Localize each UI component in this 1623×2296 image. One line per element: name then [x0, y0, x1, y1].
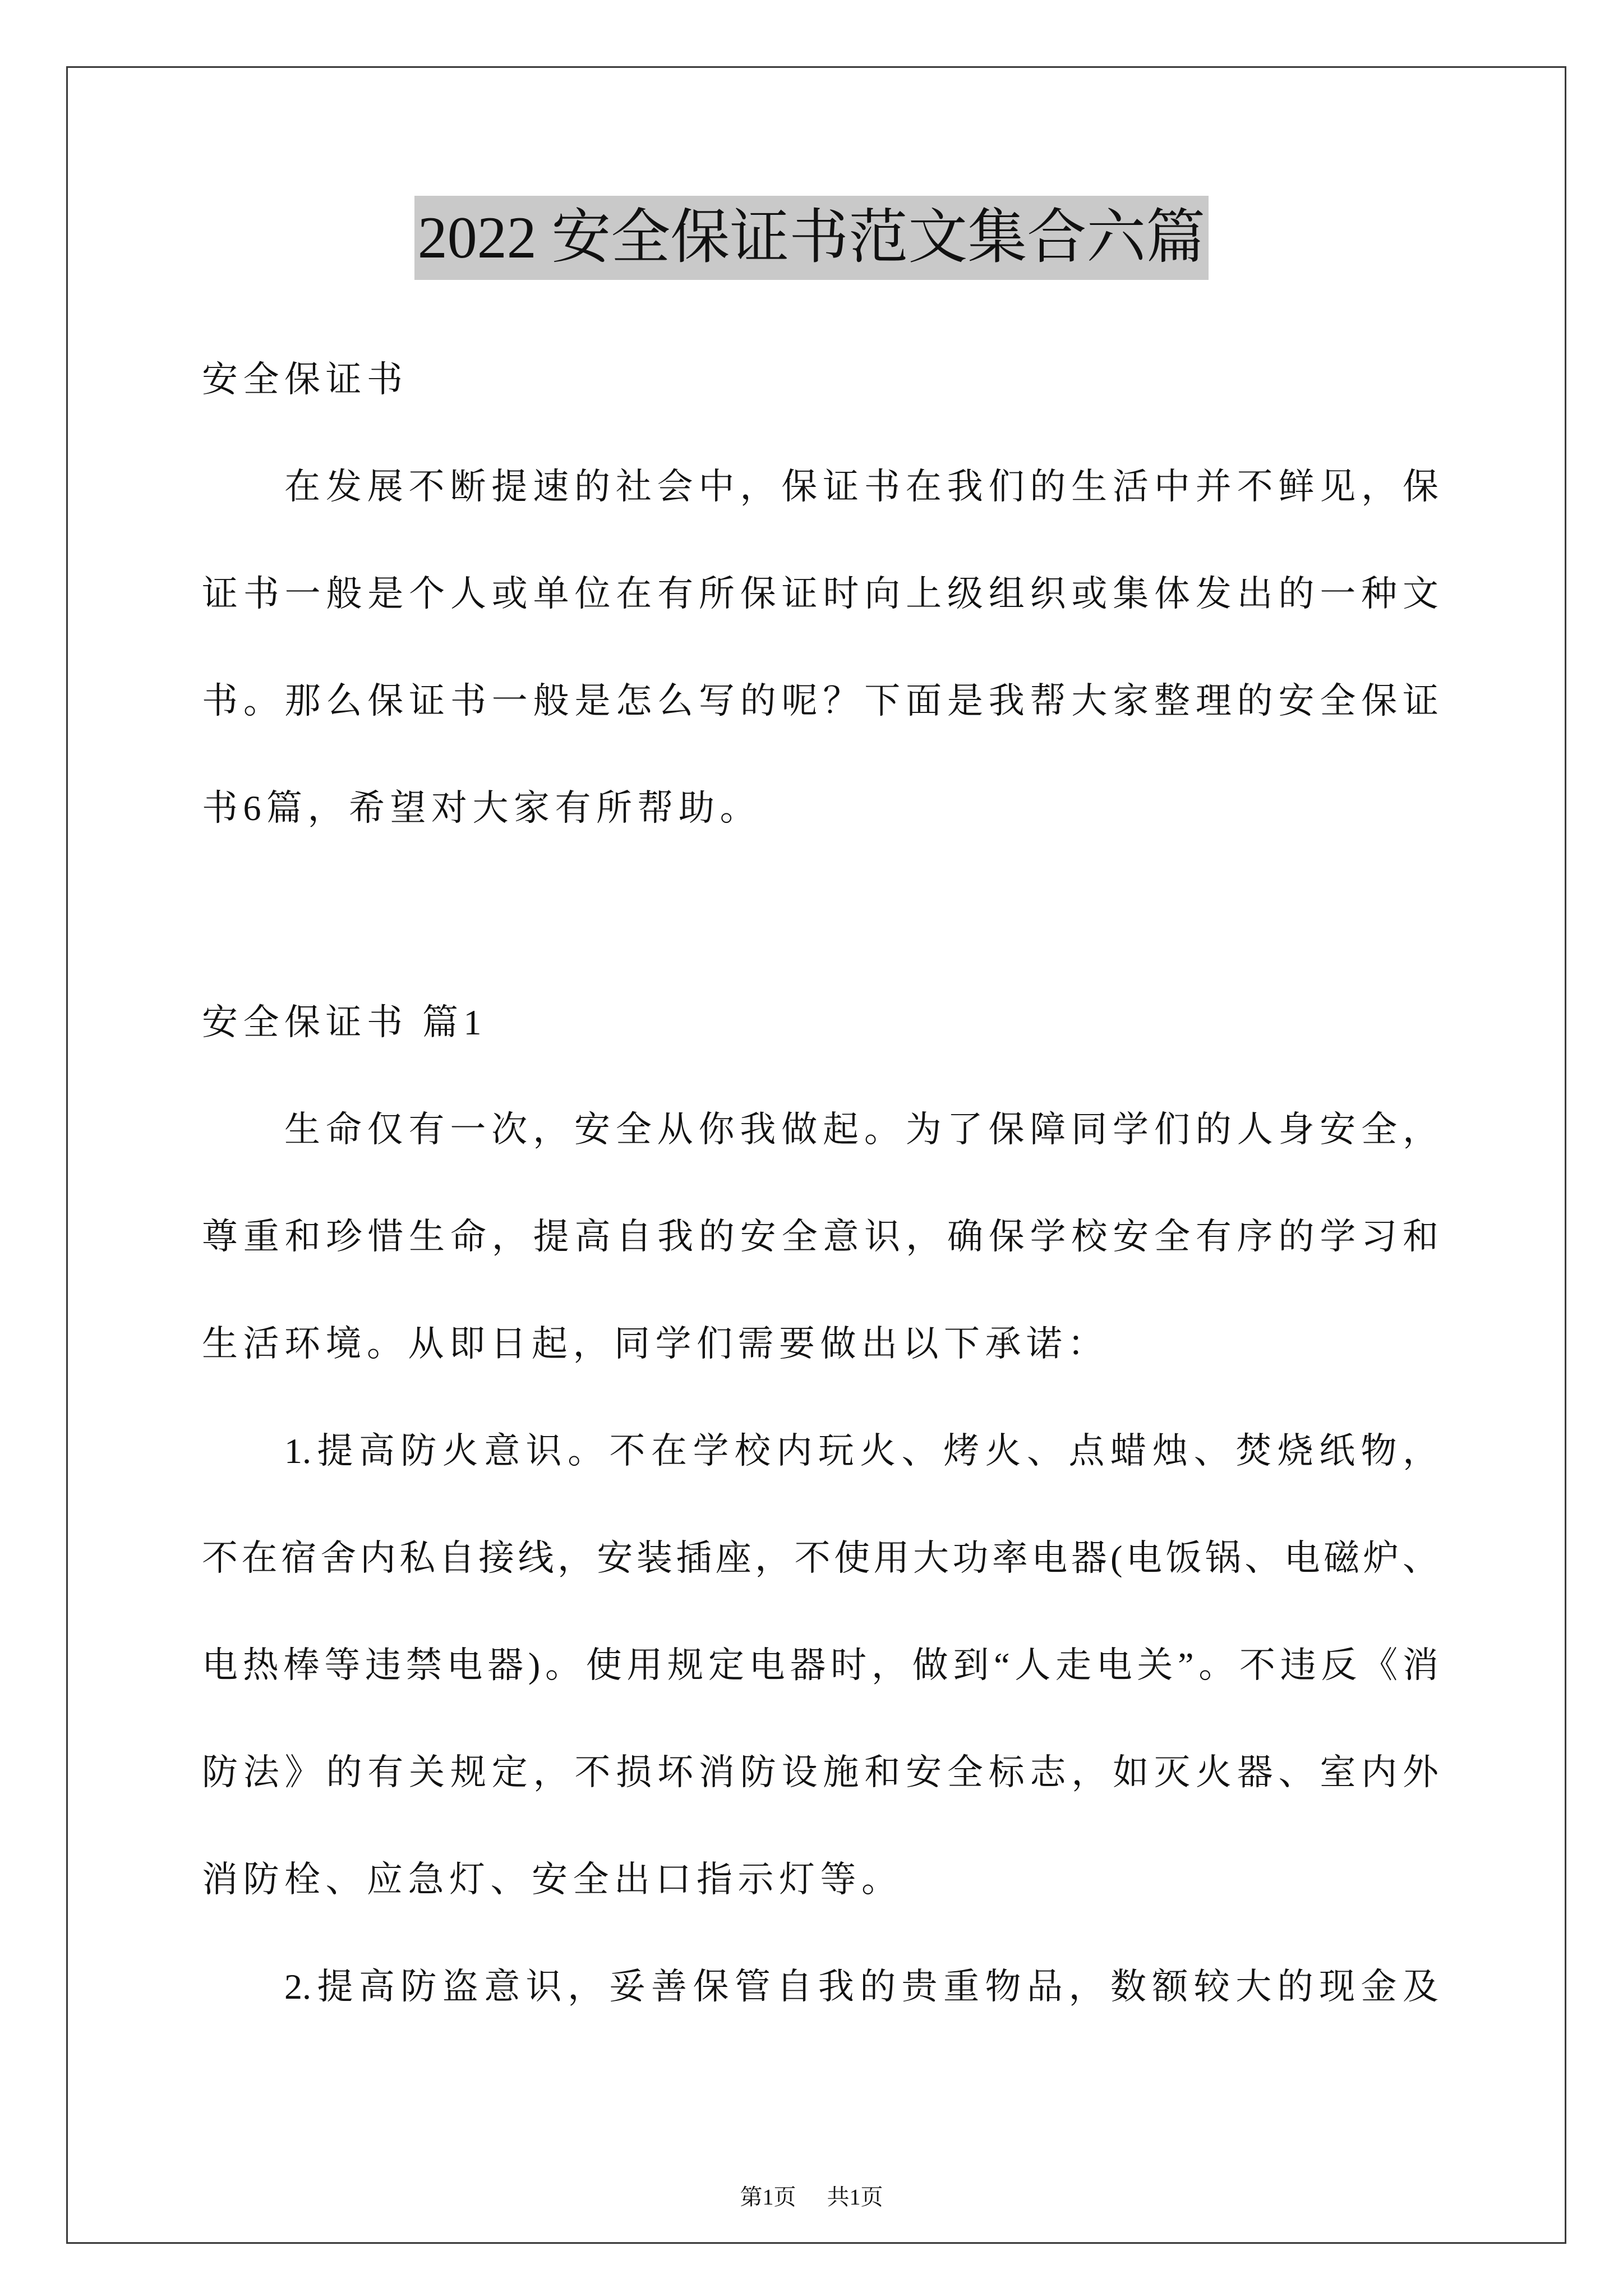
paragraph-line: 电热棒等违禁电器)。使用规定电器时，做到“人走电关”。不违反《消 — [202, 1645, 1438, 1685]
paragraph-line: 不在宿舍内私自接线，安装插座，不使用大功率电器(电饭锅、电磁炉、 — [202, 1538, 1438, 1578]
paragraph-line: 书。那么保证书一般是怎么写的呢？下面是我帮大家整理的安全保证 — [202, 681, 1438, 721]
paragraph-line: 2.提高防盗意识，妥善保管自我的贵重物品，数额较大的现金及 — [284, 1967, 1438, 2007]
document-body — [202, 326, 1438, 2040]
page-footer — [0, 2182, 1623, 2212]
title-container — [0, 196, 1623, 280]
paragraph-line: 在发展不断提速的社会中，保证书在我们的生活中并不鲜见，保 — [284, 467, 1438, 507]
paragraph-line: 消防栓、应急灯、安全出口指示灯等。 — [202, 1860, 903, 1899]
paragraph-line: 1.提高防火意识。不在学校内玩火、烤火、点蜡烛、焚烧纸物， — [284, 1431, 1438, 1471]
page-number: 第1页 — [740, 2184, 796, 2210]
section-paragraph — [202, 1933, 1438, 2040]
paragraph-line: 生命仅有一次，安全从你我做起。为了保障同学们的人身安全， — [284, 1110, 1438, 1149]
page-total: 共1页 — [827, 2184, 883, 2210]
document-heading: 安全保证书 — [202, 360, 408, 399]
intro-paragraph — [202, 433, 1438, 862]
document-title: 2022 安全保证书范文集合六篇 — [414, 196, 1209, 280]
paragraph-line: 证书一般是个人或单位在有所保证时向上级组织或集体发出的一种文 — [202, 574, 1438, 614]
section-paragraph — [202, 1397, 1438, 1933]
section-paragraph — [202, 1076, 1438, 1397]
paragraph-line: 防法》的有关规定，不损坏消防设施和安全标志，如灭火器、室内外 — [202, 1752, 1438, 1792]
blank-line — [202, 862, 1438, 969]
paragraph-line: 书6篇，希望对大家有所帮助。 — [202, 788, 761, 828]
section-heading: 安全保证书 篇1 — [202, 1002, 487, 1042]
paragraph-line: 生活环境。从即日起，同学们需要做出以下承诺： — [202, 1324, 1109, 1364]
paragraph-line: 尊重和珍惜生命，提高自我的安全意识，确保学校安全有序的学习和 — [202, 1217, 1438, 1257]
